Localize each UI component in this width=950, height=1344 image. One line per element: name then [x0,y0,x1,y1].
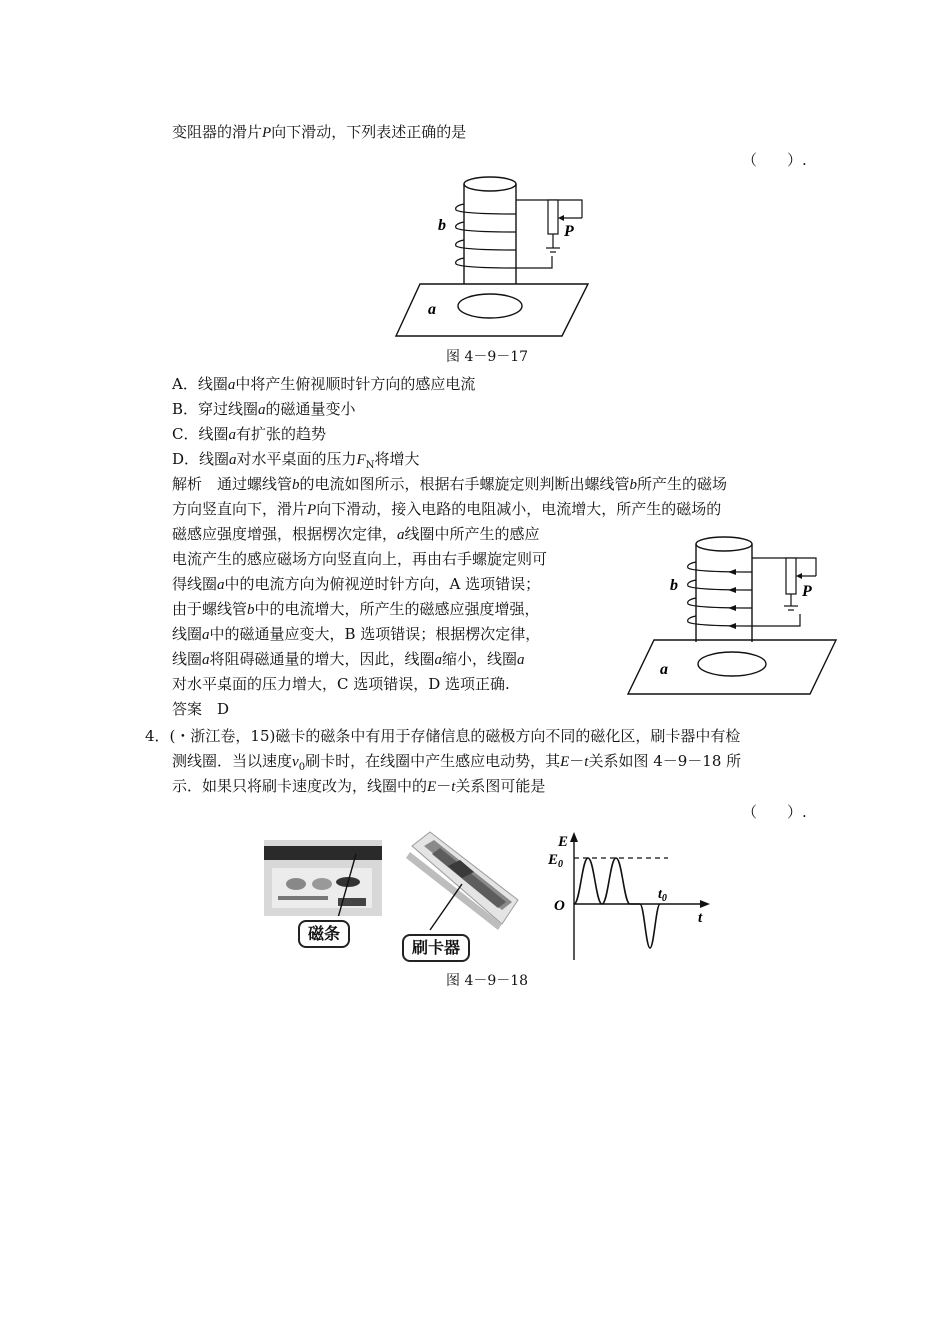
option-d: D．线圈a对水平桌面的压力$F_N$将增大 [172,450,420,471]
analysis-line-9: 对水平桌面的压力增大，C 选项错误，D 选项正确. [172,675,510,693]
figure-caption-17: 图 4－9－17 [446,349,529,365]
analysis-line-5: 得线圈a中的电流方向为俯视逆时针方向，A 选项错误； [172,575,541,593]
figure-caption-18: 图 4－9－18 [446,973,529,989]
tag-magnetic-stripe: 磁条 [298,920,350,948]
label-b: b [438,217,446,234]
analysis-line-6: 由于螺线管b中的电流增大，所产生的磁感应强度增强， [172,600,540,618]
label-t0: $t_0$ [658,887,667,904]
solenoid-figure-top [392,176,590,338]
analysis-line-1: 解析 通过螺线管b的电流如图所示，根据右手螺旋定则判断出螺线管b所产生的磁场 [172,475,728,493]
analysis-line-3: 磁感应强度增强，根据楞次定律，a线圈中所产生的感应 [172,525,540,543]
label-b: b [670,577,678,594]
analysis-line-8: 线圈a将阻碍磁通量的增大，因此，线圈a缩小，线圈a [172,650,525,668]
label-origin: O [554,898,565,914]
card-reader-image [402,826,524,936]
option-b: B．穿过线圈a的磁通量变小 [172,400,356,418]
question-4-line-3: 示．如果只将刷卡速度改为，线圈中的E－t关系图可能是 [172,777,546,795]
question-stem-end: 变阻器的滑片P向下滑动，下列表述正确的是 [172,123,467,141]
analysis-line-7: 线圈a中的磁通量应变大，B 选项错误；根据楞次定律， [172,625,541,643]
label-e0: $E_0$ [548,852,564,870]
axis-label-e: E [558,834,569,850]
question-4-line-1: 4．(・浙江卷，15)磁卡的磁条中有用于存储信息的磁极方向不同的磁化区，刷卡器中有检 [145,727,741,745]
label-p: P [564,223,574,240]
option-a: A．线圈a中将产生俯视顺时针方向的感应电流 [172,375,476,393]
analysis-line-4: 电流产生的感应磁场方向竖直向上，再由右手螺旋定则可 [172,550,548,568]
solenoid-figure-analysis [624,530,840,698]
label-a: a [660,661,668,678]
answer-bracket: （ ）. [742,151,807,169]
option-c: C．线圈a有扩张的趋势 [172,425,326,443]
question-4-line-2: 测线圈．当以速度$v_0$刷卡时，在线圈中产生感应电动势，其E－t关系如图 4－9－18 所 [172,752,742,773]
answer-bracket-4: （ ）. [742,803,807,821]
label-a: a [428,301,436,318]
magnetic-card-image [264,840,382,916]
answer-line: 答案 D [172,700,230,718]
analysis-line-2: 方向竖直向下，滑片P向下滑动，接入电路的电阻减小，电流增大，所产生的磁场的 [172,500,722,518]
emf-time-graph [544,828,714,962]
axis-label-t: t [698,910,703,926]
label-p: P [802,583,812,600]
tag-card-reader: 刷卡器 [402,934,470,962]
